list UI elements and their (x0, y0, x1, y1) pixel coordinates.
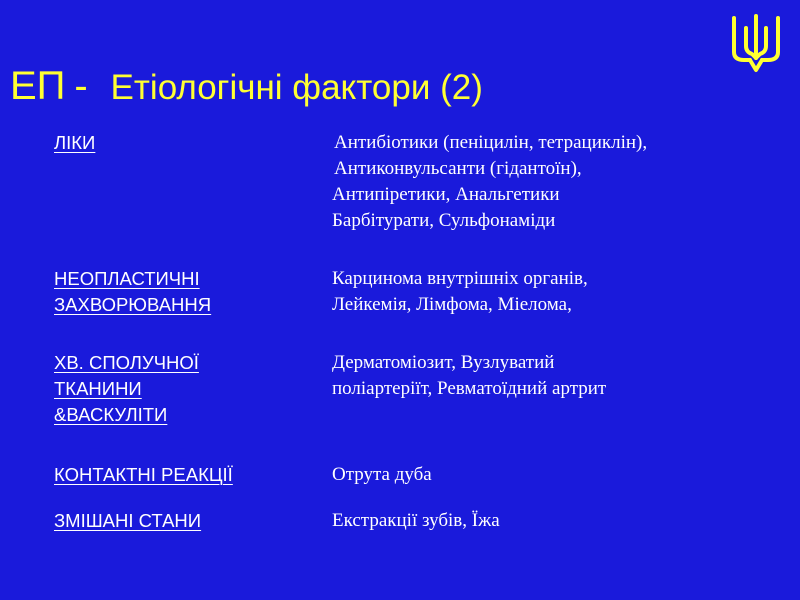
title-abbreviation: ЕП (10, 64, 66, 108)
factor-value-line: Екстракції зубів, Їжа (332, 510, 500, 531)
factor-label-line: КОНТАКТНІ РЕАКЦІЇ (54, 464, 233, 485)
factor-label (54, 130, 95, 156)
factor-label-line: ТКАНИНИ (54, 378, 142, 399)
factor-value-line: Карцинома внутрішніх органів, (332, 268, 588, 289)
factor-label (54, 266, 211, 318)
factor-label-line: ЗАХВОРЮВАННЯ (54, 294, 212, 315)
factor-value-line: Отрута дуба (332, 464, 432, 485)
factor-values (332, 350, 606, 402)
factor-label-line: ХВ. СПОЛУЧНОЇ (54, 352, 199, 373)
factor-value-line: Дерматоміозит, Вузлуватий (332, 352, 555, 373)
factor-value-line: Антипіретики, Анальгетики (332, 184, 560, 205)
factor-label (54, 350, 199, 428)
slide-title (10, 66, 483, 106)
factor-values (332, 462, 432, 488)
tryzub-icon (726, 12, 786, 74)
factor-value-line: поліартеріїт, Ревматоїдний артрит (332, 378, 607, 399)
factor-label-line: ЛІКИ (54, 132, 96, 153)
factor-label-line: ЗМІШАНІ СТАНИ (54, 510, 202, 531)
factor-label-line: НЕОПЛАСТИЧНІ (54, 268, 200, 289)
factor-value-line: Барбітурати, Сульфонаміди (332, 210, 556, 231)
title-dash: - (74, 64, 88, 108)
factor-value-line: Лейкемія, Лімфома, Міелома, (332, 294, 572, 315)
factor-label (54, 462, 233, 488)
factor-label (54, 508, 201, 534)
factor-value-line: Антибіотики (пеніцилін, тетрациклін), (334, 132, 648, 153)
factor-values (332, 130, 647, 234)
factor-values (332, 508, 500, 534)
title-text: Етіологічні фактори (2) (110, 68, 483, 107)
factor-values (332, 266, 588, 318)
factor-label-line: &ВАСКУЛІТИ (54, 404, 168, 425)
factor-value-line: Антиконвульсанти (гідантоїн), (334, 158, 582, 179)
